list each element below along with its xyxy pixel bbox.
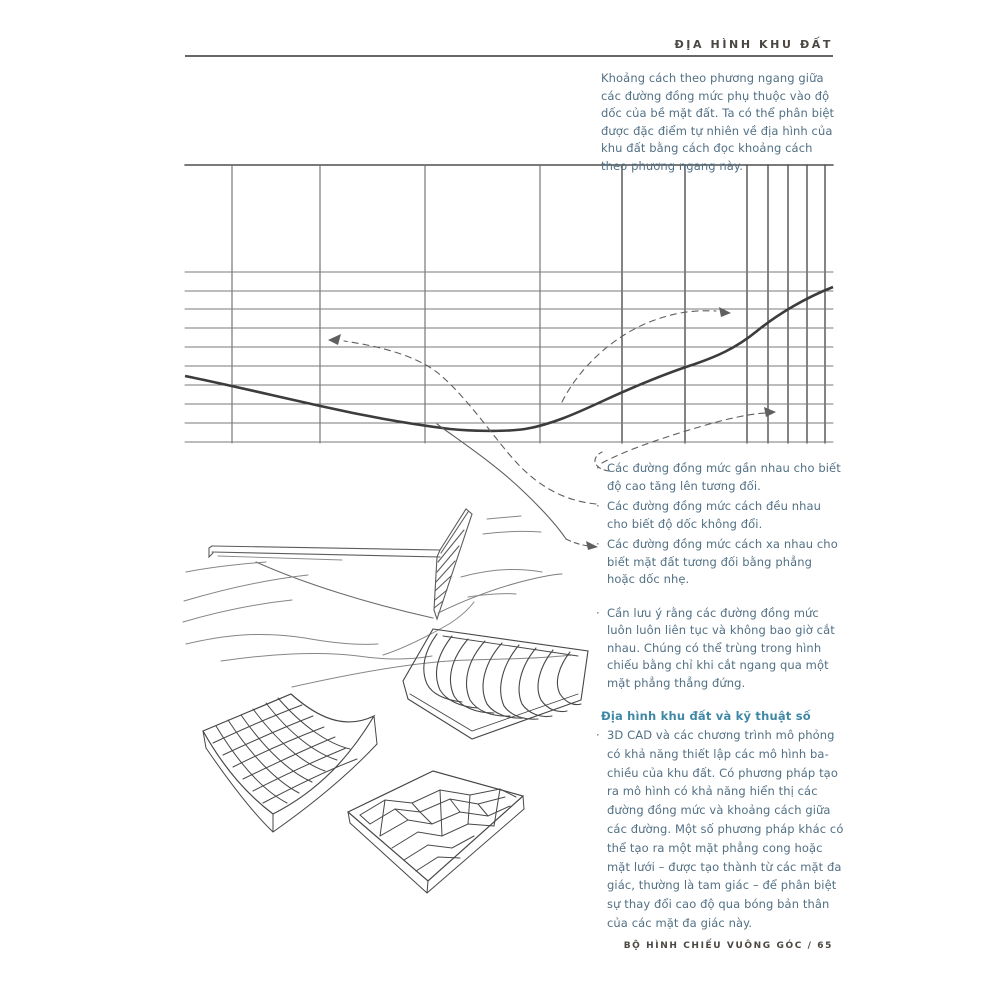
vertical-plane-sketch	[209, 509, 562, 619]
observation-text: Các đường đồng mức cách xa nhau cho biết mặt đất tương đối bằng phẳng hoặc dốc nhẹ.	[607, 537, 838, 586]
list-item	[596, 536, 842, 589]
digital-bullet-text: 3D CAD và các chương trình mô phỏng có khả năng thiết lập các mô hình ba-chiều của khu đất. Có phương pháp tạo ra mô hình có khả năng hiển thị các đường đồng mức và khoảng cách giữa các đường. Một số phương pháp khác có thể tạo ra một mặt phẳng cong hoặc mặt lưới – được tạo thành từ các mặt đa giác, thường là tam giác – để phân biệt sự thay đổi cao độ qua bóng bản thân của các mặt đa giác này.	[607, 728, 844, 930]
digital-section-list	[596, 726, 844, 936]
terrain-contour-sketch-lines	[183, 516, 572, 687]
observation-text: Cần lưu ý rằng các đường đồng mức luôn luôn liên tục và không bao giờ cắt nhau. Chúng có thể trùng trong hình chiếu bằng chỉ khi cắt ngang qua một mặt phẳng thẳng đứng.	[607, 605, 835, 690]
stepped-contour-model	[403, 629, 588, 739]
list-item	[596, 605, 842, 693]
intro-paragraph: Khoảng cách theo phương ngang giữa các đường đồng mức phụ thuộc vào độ dốc của bề mặt đất. Ta có thể phân biệt được đặc điểm tự nhiên về địa hình của khu đất bằng cách đọc khoảng cách theo phương ngang này.	[601, 71, 835, 173]
list-item	[596, 460, 842, 495]
contour-grid	[185, 165, 833, 443]
bullet-marker: ·	[596, 537, 600, 551]
page-footer: BỘ HÌNH CHIẾU VUÔNG GÓC / 65	[623, 941, 833, 951]
bullet-marker: ·	[596, 605, 600, 620]
section-heading: Địa hình khu đất và kỹ thuật số	[601, 709, 811, 723]
bullet-marker: ·	[596, 499, 600, 513]
bullet-marker: ·	[596, 728, 600, 742]
observation-list	[596, 460, 842, 695]
observation-text: Các đường đồng mức cách đều nhau cho biết độ dốc không đổi.	[607, 499, 822, 531]
page-header-title: ĐỊA HÌNH KHU ĐẤT	[674, 38, 833, 51]
list-item	[596, 726, 844, 933]
observation-text: Các đường đồng mức gần nhau cho biết độ cao tăng lên tương đối.	[607, 461, 841, 493]
tin-mesh-model	[348, 771, 524, 893]
bullet-marker: ·	[596, 461, 600, 475]
list-item	[596, 498, 842, 533]
grid-mesh-model	[203, 694, 377, 832]
